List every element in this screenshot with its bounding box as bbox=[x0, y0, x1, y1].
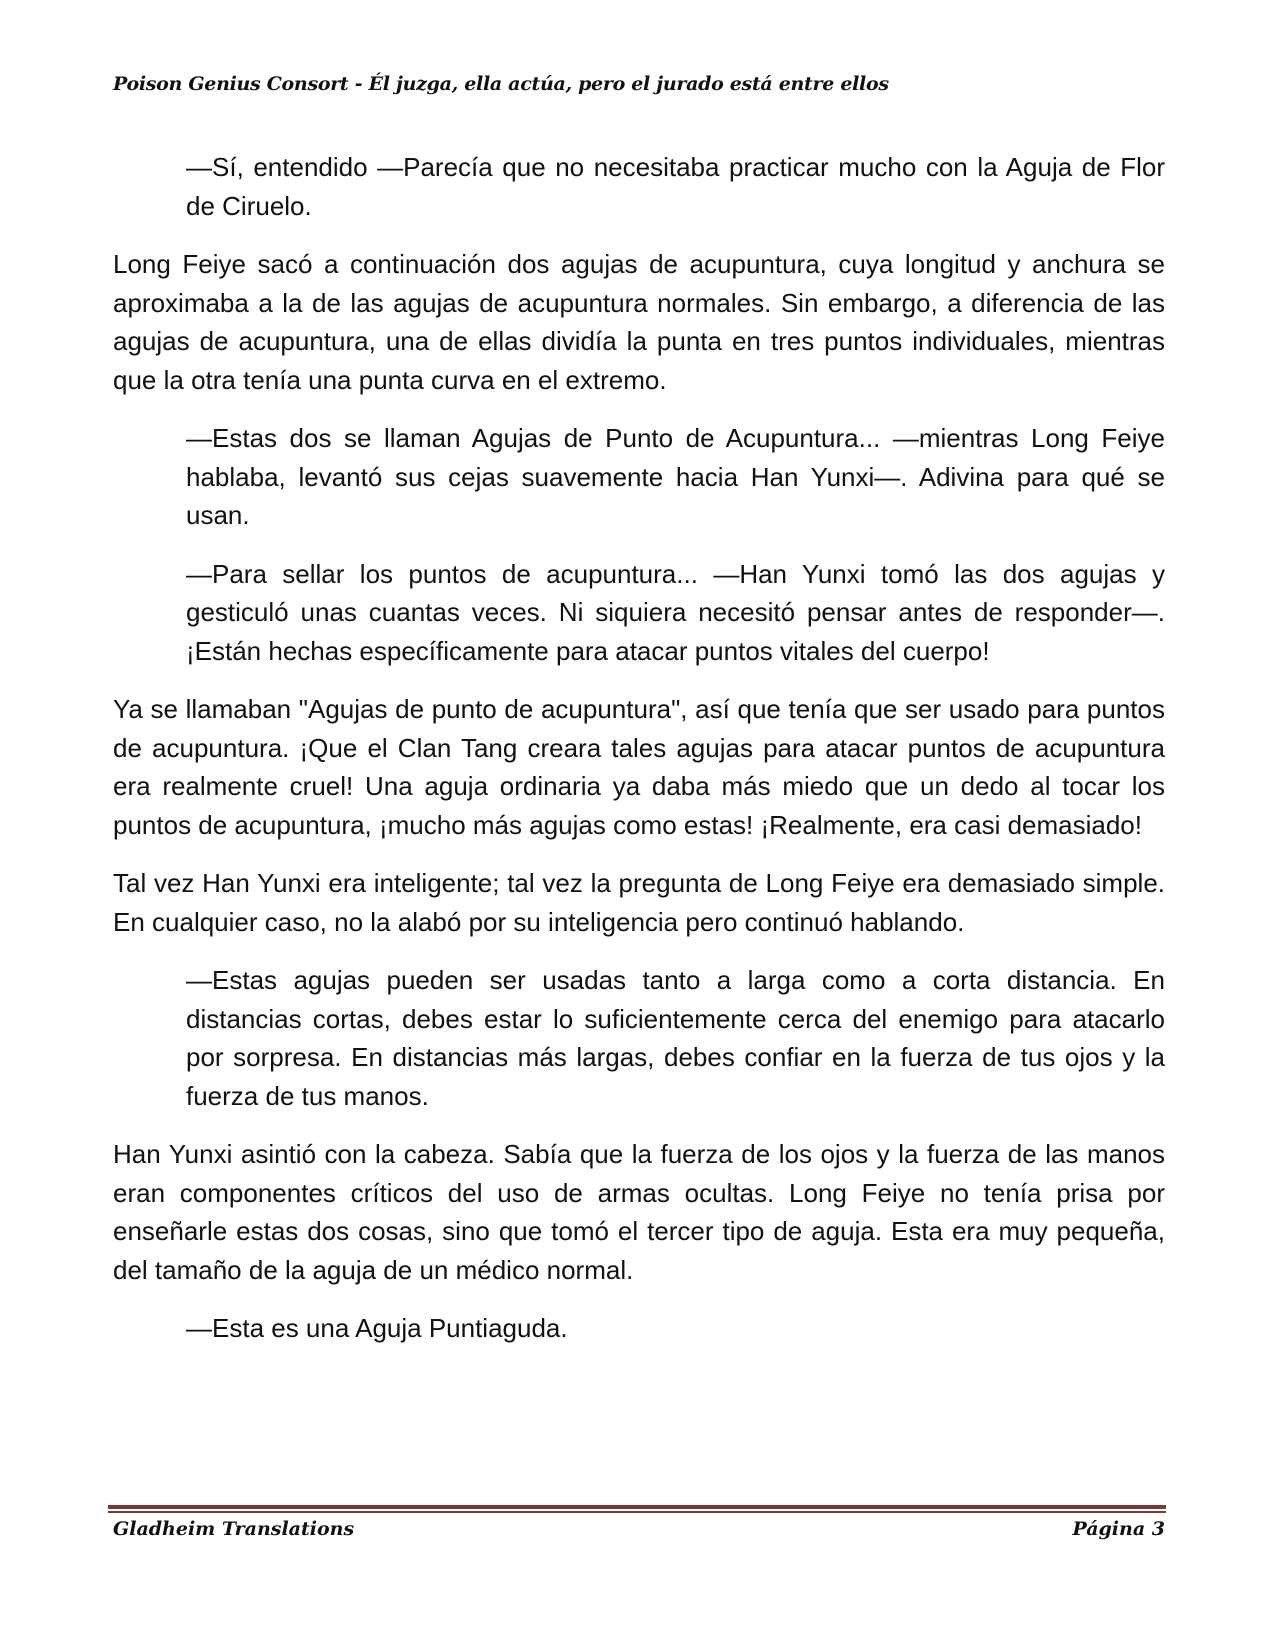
footer-divider bbox=[108, 1505, 1166, 1514]
paragraph-dialogue: —Esta es una Aguja Puntiaguda. bbox=[186, 1313, 568, 1343]
paragraph-narration: Long Feiye sacó a continuación dos agujas de acupuntura, cuya longitud y anchura se aproximaba a la de las agujas de acupuntura normales. Sin embargo, a diferencia de las agujas de acupuntura, una de ellas dividía la punta en tres puntos individuales, mientras que la otra tenía una punta curva en el extremo. bbox=[113, 249, 1165, 395]
footer-divider-thin-line bbox=[108, 1511, 1166, 1513]
paragraph-dialogue: —Estas agujas pueden ser usadas tanto a larga como a corta distancia. En distancias cortas, debes estar lo suficientemente cerca del enemigo para atacarlo por sorpresa. En distancias más largas, debes confiar en la fuerza de tus ojos y la fuerza de tus manos. bbox=[186, 965, 1165, 1111]
paragraph-narration: Tal vez Han Yunxi era inteligente; tal vez la pregunta de Long Feiye era demasiado simple. En cualquier caso, no la alabó por su inteligencia pero continuó hablando. bbox=[113, 868, 1165, 937]
footer-publisher: Gladheim Translations bbox=[113, 1518, 355, 1540]
paragraph-dialogue: —Sí, entendido —Parecía que no necesitaba practicar mucho con la Aguja de Flor de Ciruelo. bbox=[186, 152, 1165, 221]
paragraph-dialogue: —Estas dos se llaman Agujas de Punto de Acupuntura... —mientras Long Feiye hablaba, levantó sus cejas suavemente hacia Han Yunxi—. Adivina para qué se usan. bbox=[186, 423, 1165, 530]
paragraph-narration: Ya se llamaban "Agujas de punto de acupuntura", así que tenía que ser usado para puntos de acupuntura. ¡Que el Clan Tang creara tales agujas para atacar puntos de acupuntura era realmente cruel! Una aguja ordinaria ya daba más miedo que un dedo al tocar los puntos de acupuntura, ¡mucho más agujas como estas! ¡Realmente, era casi demasiado! bbox=[113, 694, 1165, 840]
paragraph-narration: Han Yunxi asintió con la cabeza. Sabía que la fuerza de los ojos y la fuerza de las manos eran componentes críticos del uso de armas ocultas. Long Feiye no tenía prisa por enseñarle estas dos cosas, sino que tomó el tercer tipo de aguja. Esta era muy pequeña, del tamaño de la aguja de un médico normal. bbox=[113, 1139, 1165, 1285]
running-header: Poison Genius Consort - Él juzga, ella actúa, pero el jurado está entre ellos bbox=[113, 73, 889, 95]
body-text bbox=[113, 148, 1165, 1368]
paragraph-dialogue: —Para sellar los puntos de acupuntura... —Han Yunxi tomó las dos agujas y gesticuló unas cuantas veces. Ni siquiera necesitó pensar antes de responder—. ¡Están hechas específicamente para atacar puntos vitales del cuerpo! bbox=[186, 558, 1165, 666]
footer-page-number: Página 3 bbox=[1072, 1518, 1165, 1540]
footer-divider-thick-line bbox=[108, 1505, 1166, 1509]
